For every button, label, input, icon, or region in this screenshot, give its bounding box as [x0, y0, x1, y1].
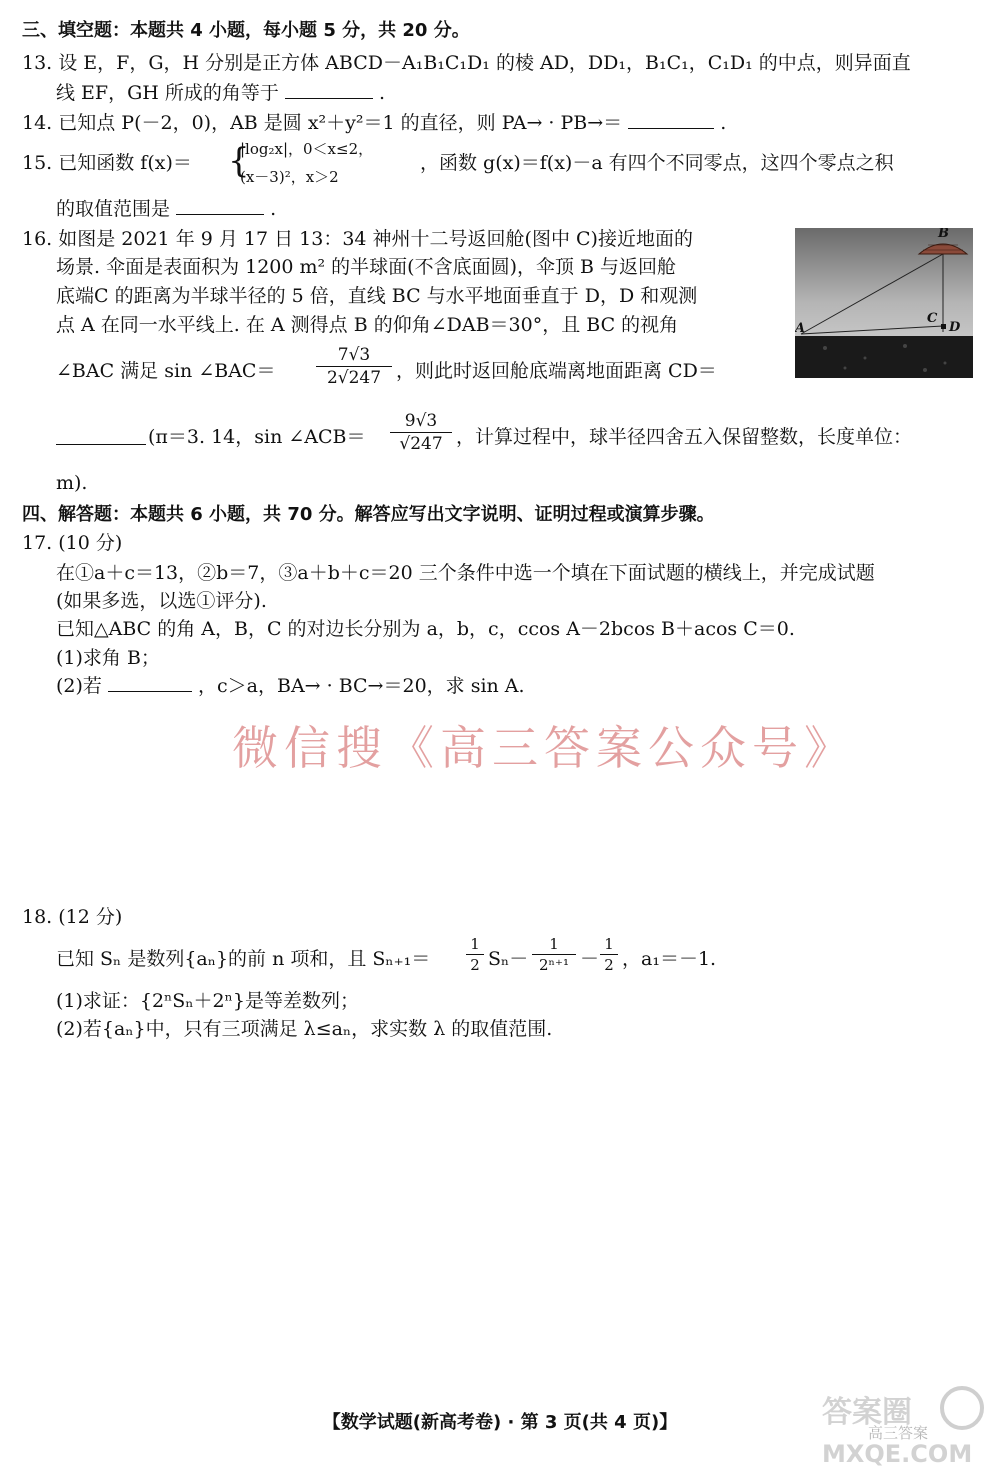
q18-line-1b: Sₙ－: [488, 948, 529, 970]
q17-part-1: (1)求角 B；: [56, 647, 160, 669]
q15-text-a: 15. 已知函数 f(x)＝: [22, 152, 192, 174]
q18-frac-3: [600, 934, 618, 975]
q18-part-1: (1)求证：{2ⁿSₙ＋2ⁿ}是等差数列；: [56, 990, 359, 1012]
q18-frac-3-num: 1: [600, 934, 618, 955]
q18-frac-2-den: 2ⁿ⁺¹: [539, 956, 569, 974]
q16-line-6a: (π＝3. 14，sin ∠ACB＝: [148, 426, 366, 448]
q18-frac-2-num: 1: [532, 934, 576, 955]
logo-top-text: 答案圈: [822, 1395, 912, 1430]
q18-frac-1-den: 2: [470, 956, 480, 974]
q16-line-1: 16. 如图是 2021 年 9 月 17 日 13：34 神州十二号返回舱(图中 C)接近地面的: [22, 228, 693, 250]
label-b: B: [938, 228, 949, 241]
q18-part-2: (2)若{aₙ}中，只有三项满足 λ≤aₙ，求实数 λ 的取值范围.: [56, 1018, 553, 1040]
q18-line-1d: ，a₁＝－1.: [622, 948, 717, 970]
q15-period: .: [270, 198, 277, 220]
q14: [22, 110, 726, 136]
q16-line-2: 场景. 伞面是表面积为 1200 m² 的半球面(不含底面圆)，伞顶 B 与返回舱: [56, 256, 677, 278]
logo-overlay-text: 高三答案: [868, 1424, 929, 1442]
q15-text-c: 的取值范围是: [56, 198, 171, 220]
q14-period: .: [720, 112, 727, 134]
q17-line-3: 已知△ABC 的角 A，B，C 的对边长分别为 a，b，c，ccos A－2bcos B＋acos C＝0.: [56, 618, 795, 640]
logo-circle-icon: [942, 1388, 982, 1428]
q16-line-5b: ，则此时返回舱底端离地面距离 CD＝: [396, 360, 717, 382]
q15-case-2: (x－3)²，x＞2: [240, 168, 339, 186]
page-footer: 【数学试题(新高考卷) · 第 3 页(共 4 页)】: [322, 1412, 678, 1433]
label-c: C: [927, 311, 938, 326]
q18-title: 18. (12 分): [22, 906, 123, 928]
label-a: A: [795, 321, 806, 336]
q17-title: 17. (10 分): [22, 532, 123, 554]
q17-condition-blank: [108, 673, 192, 692]
q16-frac-2-num: 9√3: [390, 410, 452, 433]
q18-frac-1-num: 1: [466, 934, 484, 955]
q13-line-1: 13. 设 E，F，G，H 分别是正方体 ABCD－A₁B₁C₁D₁ 的棱 AD，DD₁，B₁C₁，C₁D₁ 的中点，则异面直: [22, 52, 911, 74]
q16-line-3: 底端C 的距离为半球半径的 5 倍，直线 BC 与水平地面垂直于 D，D 和观测: [56, 285, 698, 307]
q17-part-2: [56, 673, 525, 699]
q18-line-1c: －: [580, 948, 600, 970]
q15-case-1: |log₂x|，0＜x≤2，: [240, 140, 374, 158]
q15-answer-blank: [176, 196, 264, 215]
q16-line-7: m).: [56, 472, 88, 494]
q16-frac-1-den: 2√247: [326, 368, 382, 388]
capsule-point: [941, 324, 946, 329]
q15-brace: {: [228, 141, 250, 181]
q18-line-1a: 已知 Sₙ 是数列{aₙ}的前 n 项和，且 Sₙ₊₁＝: [56, 948, 431, 970]
q16-frac-1-num: 7√3: [316, 344, 392, 367]
section-3-heading: 三、填空题：本题共 4 小题，每小题 5 分，共 20 分。: [22, 20, 470, 41]
q14-answer-blank: [628, 110, 714, 129]
mxqe-logo: [820, 1380, 990, 1470]
label-d: D: [949, 320, 961, 335]
q14-text: 14. 已知点 P(－2，0)，AB 是圆 x²＋y²＝1 的直径，则 PA→ · PB→＝: [22, 112, 623, 134]
q18-frac-3-den: 2: [604, 956, 614, 974]
q17-line-1: 在①a＋c＝13，②b＝7，③a＋b＋c＝20 三个条件中选一个填在下面试题的横线上，并完成试题: [56, 562, 875, 584]
q16-frac-2: [390, 410, 452, 455]
section-4-heading: 四、解答题：本题共 6 小题，共 70 分。解答应写出文字说明、证明过程或演算步骤。: [22, 504, 715, 525]
q15-text-b: ，函数 g(x)＝f(x)－a 有四个不同零点，这四个零点之积: [420, 152, 894, 174]
q15-line-2: [56, 196, 276, 222]
q17-line-2: (如果多选，以选①评分).: [56, 590, 267, 612]
q18-frac-2: [532, 934, 576, 975]
q16-figure: [795, 228, 973, 378]
q17-part-2-prefix: (2)若: [56, 675, 102, 697]
q16-line-4: 点 A 在同一水平线上. 在 A 测得点 B 的仰角∠DAB＝30°，且 BC 的视角: [56, 314, 679, 336]
q13-line-2: [56, 80, 385, 106]
q16-answer-blank: [56, 426, 146, 445]
figure-ground: [795, 336, 973, 378]
watermark: 微信搜《高三答案公众号》: [232, 721, 856, 775]
q13-answer-blank: [285, 80, 373, 99]
q16-line-6b: ，计算过程中，球半径四舍五入保留整数，长度单位：: [456, 426, 913, 448]
q16-frac-1: [316, 344, 392, 389]
q13-period: .: [378, 82, 386, 104]
q16-frac-2-den: √247: [399, 434, 443, 454]
q13-text: 线 EF，GH 所成的角等于: [56, 82, 279, 104]
q17-part-2-rest: ，c＞a，BA→ · BC→＝20，求 sin A.: [198, 675, 525, 697]
q18-frac-1: [466, 934, 484, 975]
q16-line-5a: ∠BAC 满足 sin ∠BAC＝: [56, 360, 276, 382]
logo-bottom-text: MXQE.COM: [822, 1440, 973, 1468]
